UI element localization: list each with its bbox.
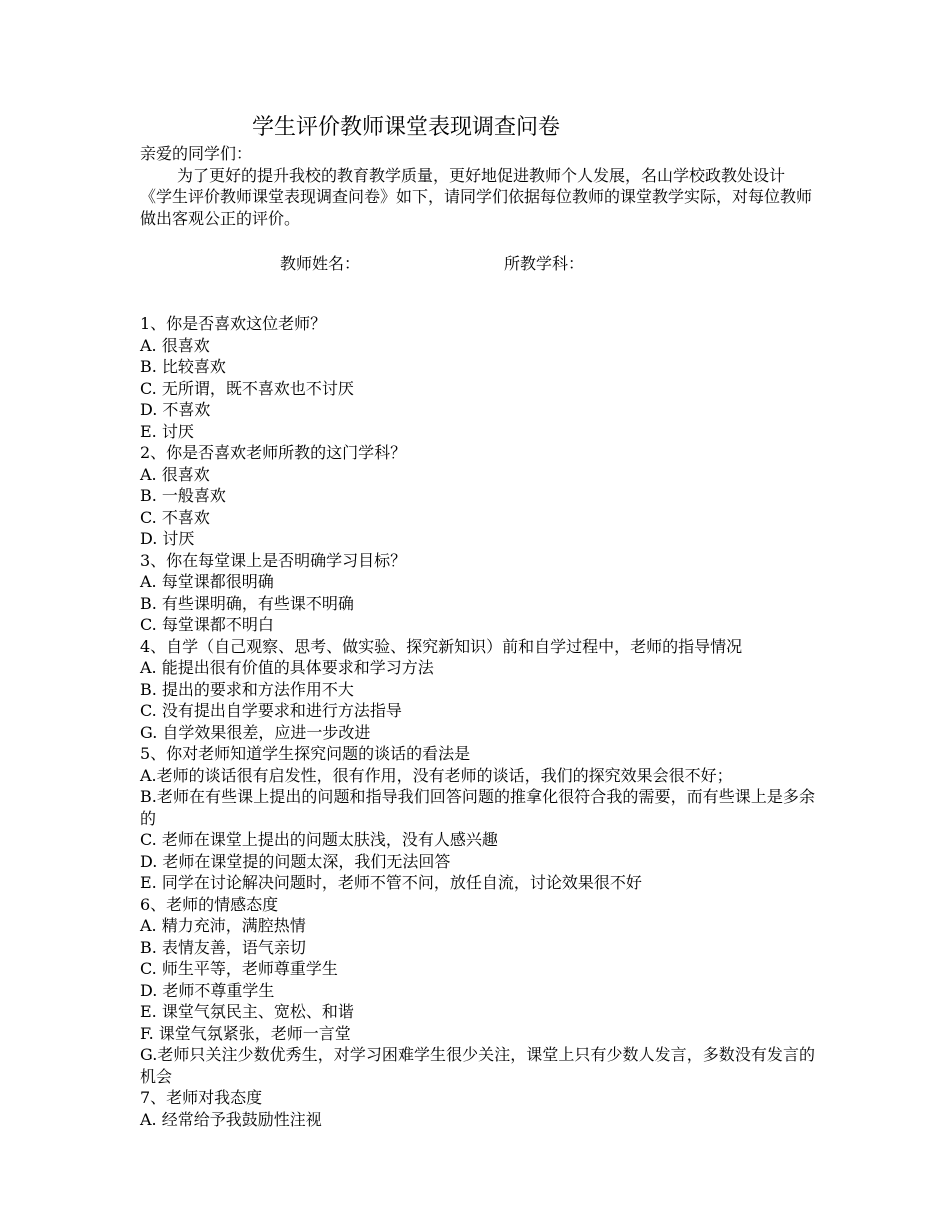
question-6-option-b: B. 表情友善，语气亲切	[140, 937, 306, 957]
question-4-option-b: B. 提出的要求和方法作用不大	[140, 679, 354, 699]
question-6-option-e: E. 课堂气氛民主、宽松、和谐	[140, 1002, 354, 1021]
question-5-option-c: C. 老师在课堂上提出的问题太肤浅，没有人感兴趣	[140, 830, 498, 849]
question-4: 4、自学（自己观察、思考、做实验、探究新知识）前和自学过程中，老师的指导情况	[140, 636, 743, 656]
question-5-option-e: E. 同学在讨论解决问题时，老师不管不问，放任自流，讨论效果很不好	[140, 873, 642, 892]
document-body	[140, 143, 815, 1130]
question-1-option-a: A. 很喜欢	[140, 335, 210, 355]
question-5-option-a: A.老师的谈话很有启发性，很有作用，没有老师的谈话，我们的探究效果会很不好；	[140, 765, 733, 785]
question-5: 5、你对老师知道学生探究问题的谈话的看法是	[140, 744, 471, 763]
question-5-option-b: B.老师在有些课上提出的问题和指导我们回答问题的推拿化很符合我的需要，而有些课上是多余的	[140, 787, 815, 828]
question-6-option-g: G.老师只关注少数优秀生，对学习困难学生很少关注，课堂上只有少数人发言，多数没有发言的机会	[140, 1045, 815, 1086]
question-6: 6、老师的情感态度	[140, 894, 279, 914]
question-1-option-d: D. 不喜欢	[140, 400, 211, 419]
question-7: 7、老师对我态度	[140, 1088, 263, 1107]
question-4-option-a: A. 能提出很有价值的具体要求和学习方法	[140, 658, 434, 677]
question-2-option-d: D. 讨厌	[140, 529, 195, 548]
question-6-option-c: C. 师生平等，老师尊重学生	[140, 959, 338, 978]
question-7-option-a: A. 经常给予我鼓励性注视	[140, 1109, 322, 1129]
question-3-option-c: C. 每堂课都不明白	[140, 615, 274, 634]
question-1-option-b: B. 比较喜欢	[140, 357, 226, 376]
question-3-option-a: A. 每堂课都很明确	[140, 572, 274, 591]
question-2: 2、你是否喜欢老师所教的这门学科？	[140, 443, 407, 462]
question-6-option-f: F. 课堂气氛紧张，老师一言堂	[140, 1023, 351, 1043]
question-1-option-e: E. 讨厌	[140, 421, 194, 441]
question-1-option-c: C. 无所谓，既不喜欢也不讨厌	[140, 378, 354, 398]
question-2-option-b: B. 一般喜欢	[140, 486, 226, 505]
question-1: 1、你是否喜欢这位老师？	[140, 314, 327, 333]
teacher-info-fields	[140, 250, 815, 292]
question-4-option-g: G. 自学效果很差，应进一步改进	[140, 722, 371, 742]
question-4-option-c: C. 没有提出自学要求和进行方法指导	[140, 701, 402, 720]
teacher-name-label: 教师姓名：	[280, 254, 361, 273]
question-2-option-c: C. 不喜欢	[140, 507, 210, 527]
question-6-option-a: A. 精力充沛，满腔热情	[140, 916, 306, 935]
question-5-option-d: D. 老师在课堂提的问题太深，我们无法回答	[140, 851, 451, 871]
question-3-option-b: B. 有些课明确，有些课不明确	[140, 593, 354, 613]
question-3: 3、你在每堂课上是否明确学习目标？	[140, 550, 407, 570]
question-6-option-d: D. 老师不尊重学生	[140, 980, 275, 1000]
subject-label: 所教学科：	[504, 254, 585, 273]
question-2-option-a: A. 很喜欢	[140, 464, 210, 484]
greeting: 亲爱的同学们：	[140, 144, 253, 163]
intro-paragraph: 为了更好的提升我校的教育教学质量，更好地促进教师个人发展，名山学校政教处设计《学生评价教师课堂表现调查问卷》如下，请同学们依据每位教师的课堂教学实际，对每位教师做出客观公正的评价。	[140, 165, 813, 228]
page-title: 学生评价教师课堂表现调查问卷	[252, 115, 561, 140]
